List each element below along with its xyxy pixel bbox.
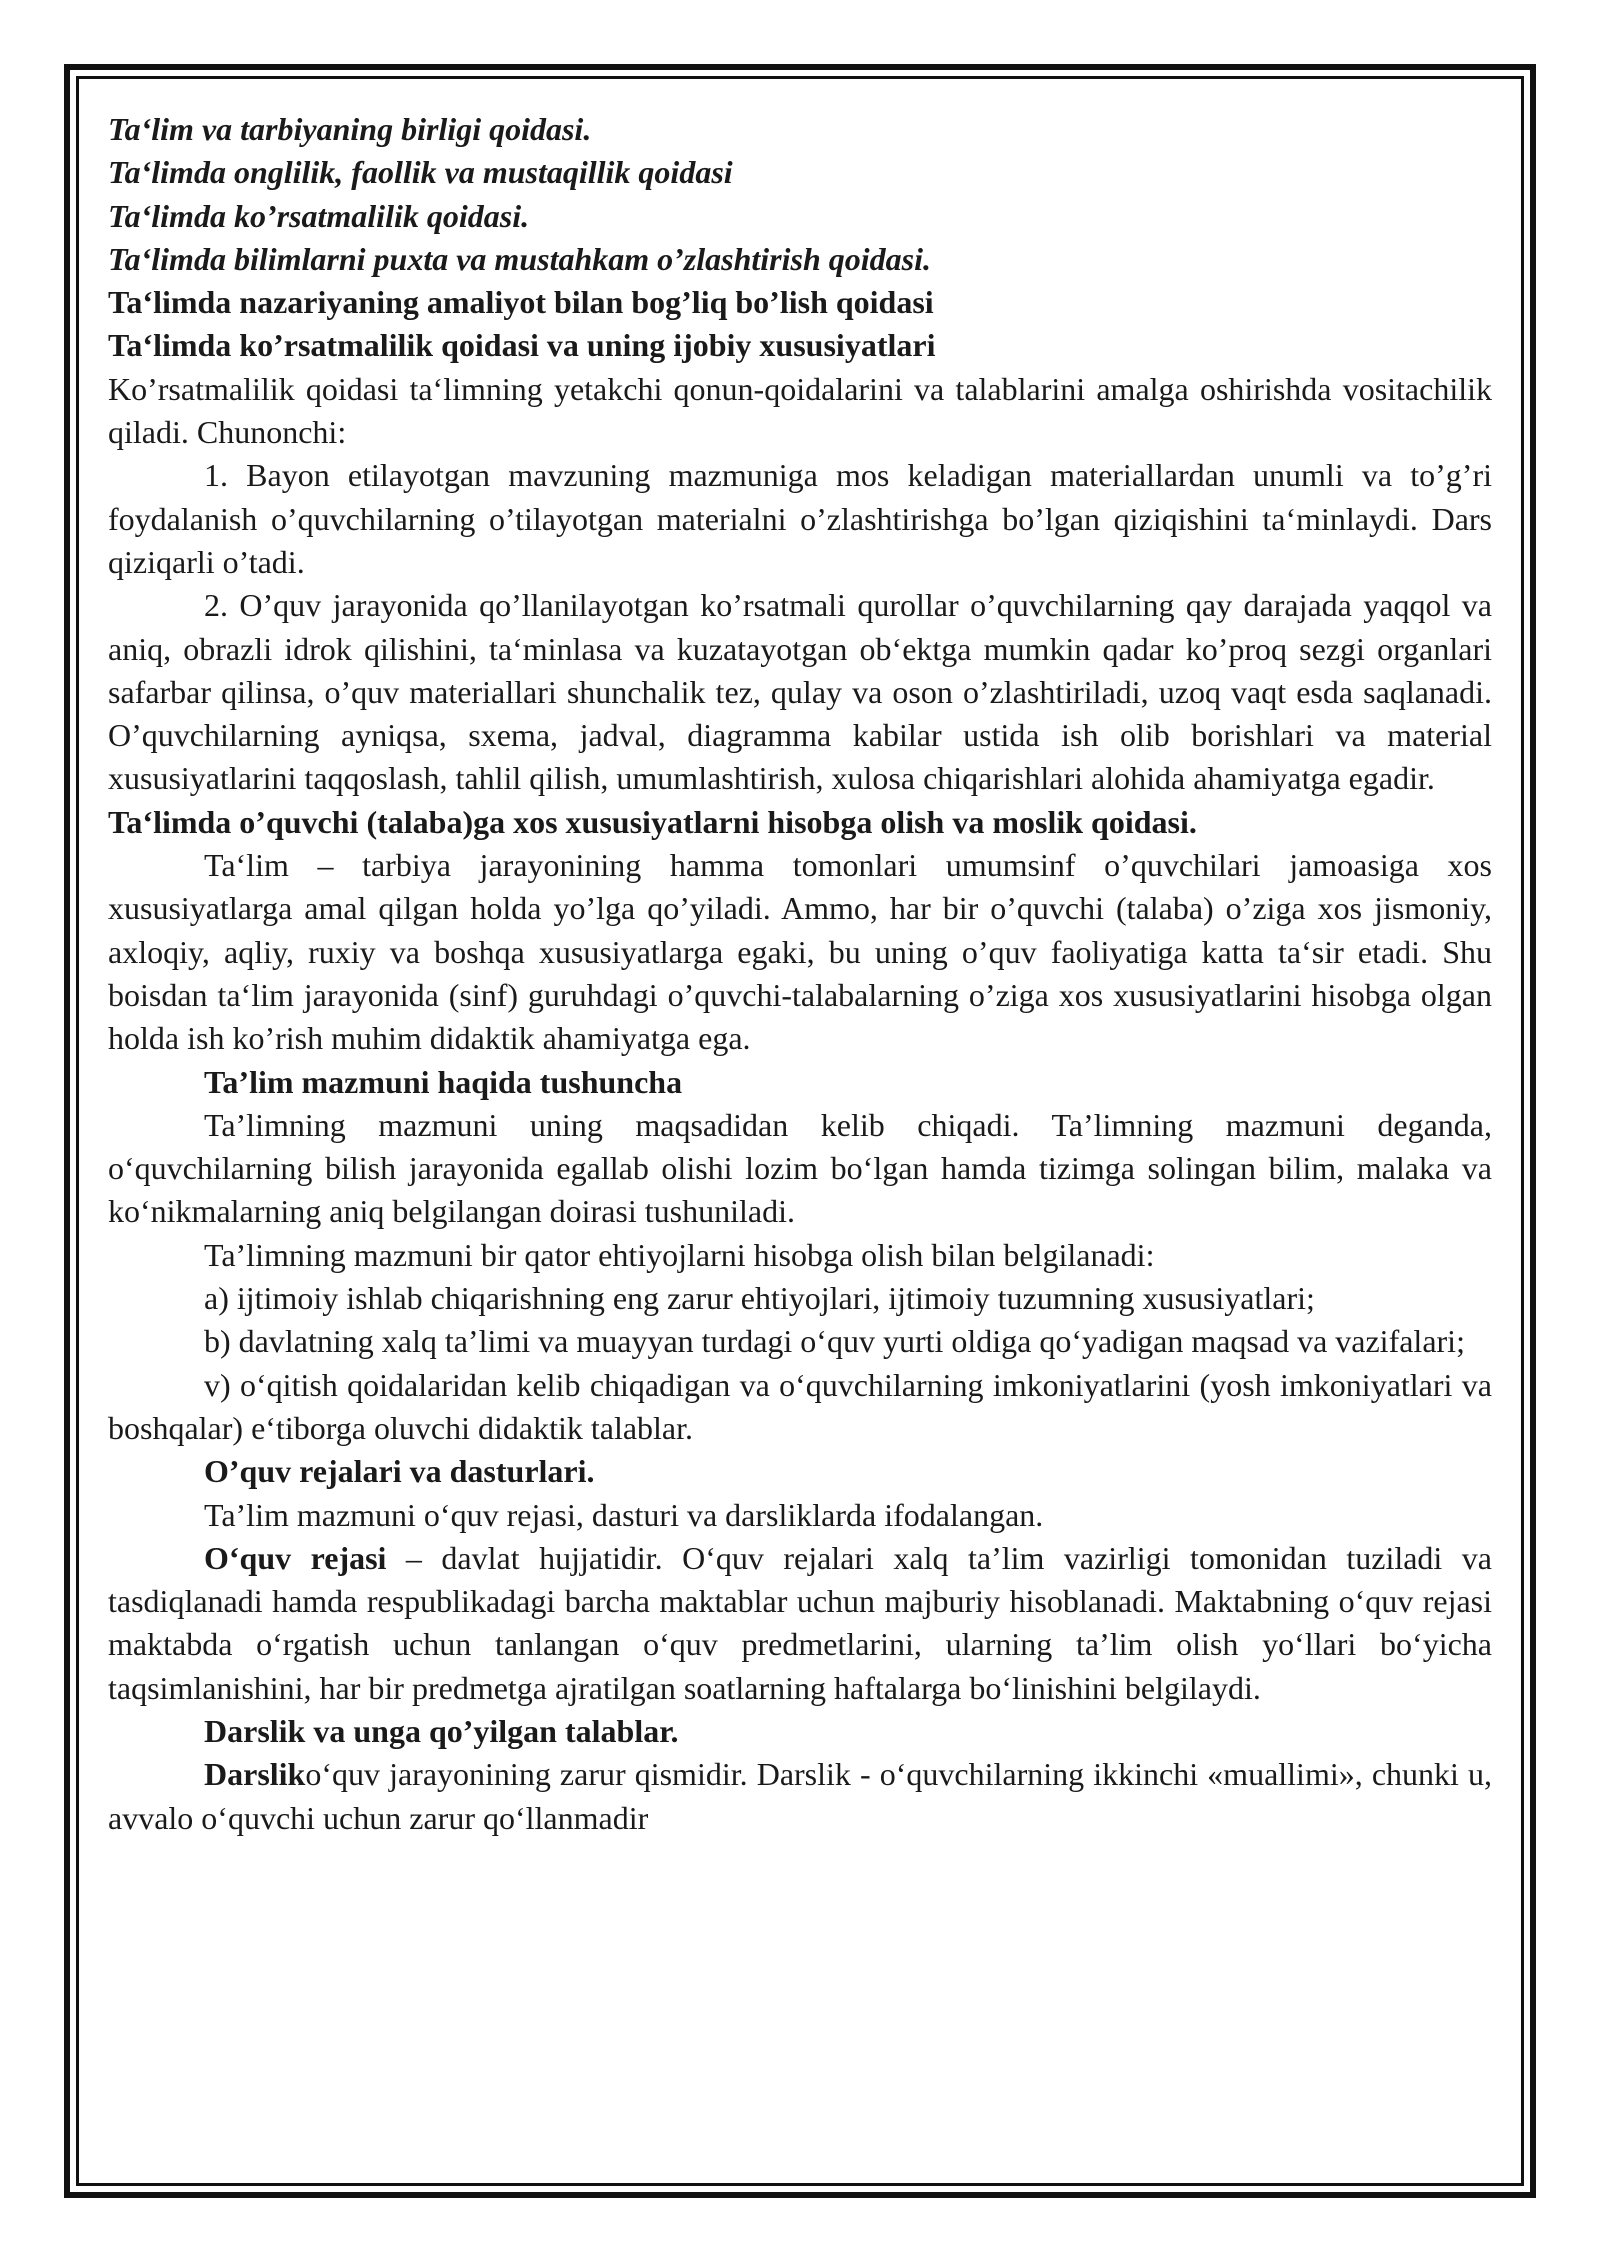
- italic-heading-3: Ta‘limda ko’rsatmalilik qoidasi.: [108, 197, 530, 234]
- heading-content-concept: Ta’lim mazmuni haqida tushuncha: [204, 1063, 683, 1100]
- paragraph-curricula-2: [108, 1537, 1492, 1710]
- paragraph-curricula-1: Ta’lim mazmuni o‘quv rejasi, dasturi va darsliklarda ifodalangan.: [204, 1496, 1044, 1533]
- italic-heading-4: Ta‘limda bilimlarni puxta va mustahkam o’zlashtirish qoidasi.: [108, 240, 931, 277]
- paragraph-visual-2: 2. O’quv jarayonida qo’llanilayotgan ko’rsatmali qurollar o’quvchilarning qay darajada yaqqol va aniq, obrazli idrok qilishini, ta‘minlasa va kuzatayotgan ob‘ektga mumkin qadar ko’proq sezgi organlari safarbar qilinsa, o’quv materiallari shunchalik tez, qulay va oson o’zlashtiriladi, uzoq vaqt esda saqlanadi. O’quvchilarning ayniqsa, sxema, jadval, diagramma kabilar ustida ish olib borishlari va material xususiyatlarini taqqoslash, tahlil qilish, umumlashtirish, xulosa chiqarishlari alohida ahamiyatga egadir.: [108, 587, 1492, 797]
- document-body: [108, 108, 1492, 1840]
- paragraph-individual: Ta‘lim – tarbiya jarayonining hamma tomonlari umumsinf o’quvchilari jamoasiga xos xususiyatlarga amal qilgan holda yo’lga qo’yiladi. Ammo, har bir o’quvchi (talaba) o’ziga xos jismoniy, axloqiy, aqliy, ruxiy va boshqa xususiyatlarga egaki, bu uning o’quv faoliyatiga katta ta‘sir etadi. Shu boisdan ta‘lim jarayonida (sinf) guruhdagi o’quvchi-talabalarning o’ziga xos xususiyatlarini hisobga olgan holda ish ko’rish muhim didaktik ahamiyatga ega.: [108, 847, 1492, 1057]
- list-item-a: a) ijtimoiy ishlab chiqarishning eng zarur ehtiyojlari, ijtimoiy tuzumning xususiyatlari;: [204, 1280, 1315, 1317]
- italic-heading-1: Ta‘lim va tarbiyaning birligi qoidasi.: [108, 111, 592, 147]
- list-item-b: b) davlatning xalq ta’limi va muayyan turdagi o‘quv yurti oldiga qo‘yadigan maqsad va vazifalari;: [204, 1323, 1465, 1360]
- textbook-definition: o‘quv jarayonining zarur qismidir. Darslik - o‘quvchilarning ikkinchi «muallimi», chunki u, avvalo o‘quvchi uchun zarur qo‘llanmadir: [108, 1756, 1492, 1836]
- curriculum-definition: – davlat hujjatidir. O‘quv rejalari xalq ta’lim vazirligi tomonidan tuziladi va tasdiqlanadi hamda respublikadagi barcha maktablar uchun majburiy hisoblanadi. Maktabning o‘quv rejasi maktabda o‘rgatish uchun tanlangan o‘quv predmetlarini, ularning ta’lim olish yo‘llari bo‘yicha taqsimlanishini, har bir predmetga ajratilgan soatlarning haftalarga bo‘linishini belgilaydi.: [108, 1539, 1493, 1706]
- heading-visual-aids: Ta‘limda ko’rsatmalilik qoidasi va uning ijobiy xususiyatlari: [108, 327, 936, 364]
- paragraph-textbook: [108, 1753, 1492, 1840]
- paragraph-visual-intro: Ko’rsatmalilik qoidasi ta‘limning yetakchi qonun-qoidalarini va talablarini amalga oshirishda vositachilik qiladi. Chunonchi:: [108, 370, 1492, 451]
- italic-heading-2: Ta‘limda onglilik, faollik va mustaqillik qoidasi: [108, 154, 733, 191]
- list-item-v: v) o‘qitish qoidalaridan kelib chiqadigan va o‘quvchilarning imkoniyatlarini (yosh imkoniyatlari va boshqalar) e‘tiborga oluvchi didaktik talablar.: [108, 1366, 1492, 1446]
- heading-individual: Ta‘limda o’quvchi (talaba)ga xos xususiyatlarni hisobga olish va moslik qoidasi.: [108, 803, 1197, 840]
- term-curriculum: O‘quv rejasi: [204, 1539, 387, 1576]
- paragraph-visual-1: 1. Bayon etilayotgan mavzuning mazmuniga mos keladigan materiallardan unumli va to’g’ri foydalanish o’quvchilarning o’tilayotgan materialni o’zlashtirishga bo’lgan qiziqishini ta‘minlaydi. Dars qiziqarli o’tadi.: [108, 457, 1492, 580]
- heading-theory-practice: Ta‘limda nazariyaning amaliyot bilan bog’liq bo’lish qoidasi: [108, 284, 934, 321]
- heading-curricula: O’quv rejalari va dasturlari.: [204, 1453, 595, 1490]
- paragraph-content-1: Ta’limning mazmuni uning maqsadidan kelib chiqadi. Ta’limning mazmuni deganda, o‘quvchilarning bilish jarayonida egallab olishi lozim bo‘lgan hamda tizimga solingan bilim, malaka va ko‘nikmalarning aniq belgilangan doirasi tushuniladi.: [108, 1106, 1492, 1230]
- term-textbook: Darslik: [204, 1756, 306, 1793]
- heading-textbook: Darslik va unga qo’yilgan talablar.: [204, 1712, 679, 1749]
- paragraph-content-2: Ta’limning mazmuni bir qator ehtiyojlarni hisobga olish bilan belgilanadi:: [204, 1236, 1155, 1273]
